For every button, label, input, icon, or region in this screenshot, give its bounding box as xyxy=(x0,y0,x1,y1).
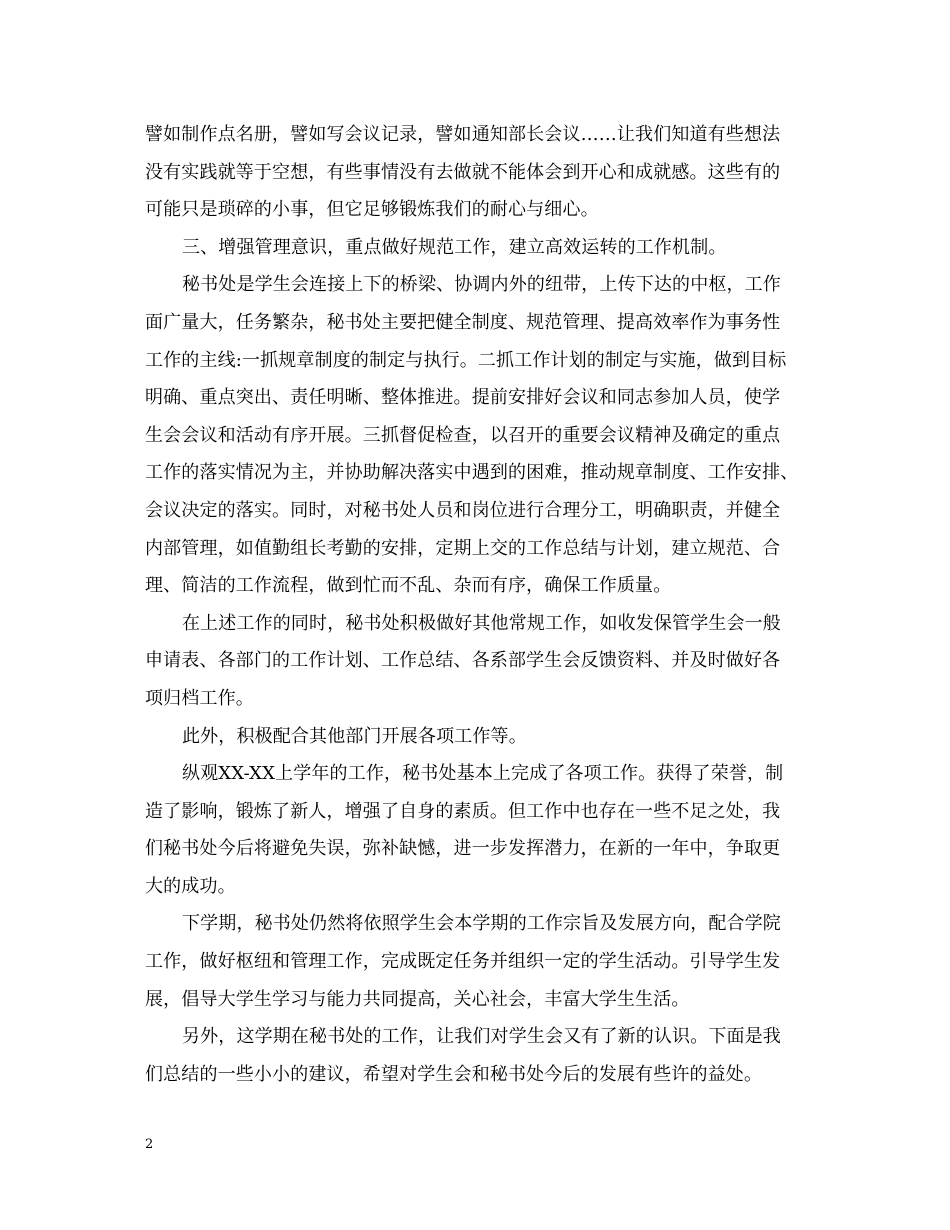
text-line: 大的成功。 xyxy=(145,875,236,897)
text-line: 此外，积极配合其他部门开展各项工作等。 xyxy=(182,725,527,747)
text-line: 生会会议和活动有序开展。三抓督促检查，以召开的重要会议精神及确定的重点 xyxy=(145,424,781,446)
text-line: 工作的主线:一抓规章制度的制定与执行。二抓工作计划的制定与实施，做到目标 xyxy=(145,349,787,371)
text-line: 会议决定的落实。同时，对秘书处人员和岗位进行合理分工，明确职责，并健全 xyxy=(145,499,781,521)
text-line: 申请表、各部门的工作计划、工作总结、各系部学生会反馈资料、并及时做好各 xyxy=(145,650,781,672)
text-line: 工作的落实情况为主，并协助解决落实中遇到的困难，推动规章制度、工作安排、 xyxy=(145,462,799,484)
text-line: 没有实践就等于空想，有些事情没有去做就不能体会到开心和成就感。这些有的 xyxy=(145,161,781,183)
text-line: 理、简洁的工作流程，做到忙而不乱、杂而有序，确保工作质量。 xyxy=(145,575,672,597)
text-line: 可能只是琐碎的小事，但它足够锻炼我们的耐心与细心。 xyxy=(145,199,599,221)
page-number: 2 xyxy=(145,1137,154,1152)
text-line: 下学期，秘书处仍然将依照学生会本学期的工作宗旨及发展方向，配合学院 xyxy=(182,913,781,935)
text-line: 面广量大，任务繁杂，秘书处主要把健全制度、规范管理、提高效率作为事务性 xyxy=(145,311,781,333)
text-line: 工作，做好枢纽和管理工作，完成既定任务并组织一定的学生活动。引导学生发 xyxy=(145,951,781,973)
text-line: 譬如制作点名册，譬如写会议记录，譬如通知部长会议……让我们知道有些想法 xyxy=(145,124,781,145)
text-line: 们秘书处今后将避免失误，弥补缺憾，进一步发挥潜力，在新的一年中，争取更 xyxy=(145,838,781,860)
text-line: 在上述工作的同时，秘书处积极做好其他常规工作，如收发保管学生会一般 xyxy=(182,612,781,634)
text-line: 内部管理，如值勤组长考勤的安排，定期上交的工作总结与计划，建立规范、合 xyxy=(145,537,781,559)
text-line: 纵观XX-XX上学年的工作，秘书处基本上完成了各项工作。获得了荣誉，制 xyxy=(182,763,784,785)
text-line: 造了影响，锻炼了新人，增强了自身的素质。但工作中也存在一些不足之处，我 xyxy=(145,800,781,822)
text-line: 另外，这学期在秘书处的工作，让我们对学生会又有了新的认识。下面是我 xyxy=(182,1026,781,1048)
text-line: 展，倡导大学生学习与能力共同提高，关心社会，丰富大学生生活。 xyxy=(145,988,690,1010)
document-body xyxy=(145,116,807,1093)
text-line: 们总结的一些小小的建议，希望对学生会和秘书处今后的发展有些许的益处。 xyxy=(145,1063,763,1085)
text-line: 明确、重点突出、责任明晰、整体推进。提前安排好会议和同志参加人员，使学 xyxy=(145,387,781,409)
text-line: 秘书处是学生会连接上下的桥梁、协调内外的纽带，上传下达的中枢，工作 xyxy=(182,274,781,296)
section-heading: 三、增强管理意识，重点做好规范工作，建立高效运转的工作机制。 xyxy=(182,236,727,258)
text-line: 项归档工作。 xyxy=(145,687,254,709)
